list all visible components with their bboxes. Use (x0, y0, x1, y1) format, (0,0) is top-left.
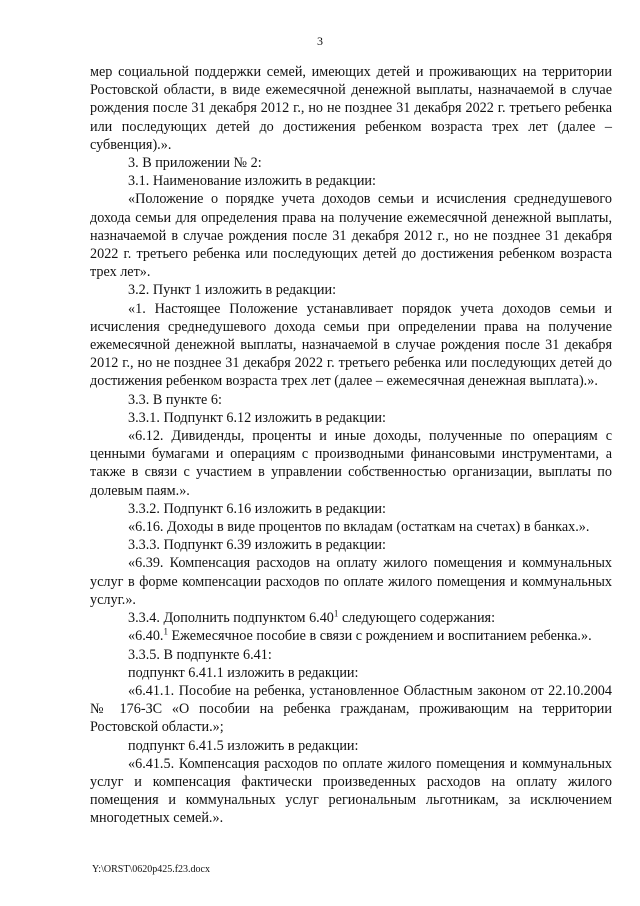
paragraph: 3.3.3. Подпункт 6.39 изложить в редакции: (128, 537, 386, 554)
paragraph: 3.3.1. Подпункт 6.12 изложить в редакции: (128, 409, 386, 426)
superscript: 1 (163, 626, 168, 637)
paragraph: «1. Настоящее Положение устанавливает порядок учета доходов семьи и исчисления среднедушевого дохода семьи при определении права на получение ежемесячной денежной выплаты, назначаемой в случае рождения после 31 декабря 2012 г., но не позднее 31 декабря 2022 г. третьего ребенка или последующих детей до достижения ребенком возраста трех лет (далее – ежемесячная денежная выплата).». (90, 300, 612, 390)
paragraph: 3. В приложении № 2: (128, 155, 262, 172)
paragraph: 3.3. В пункте 6: (128, 391, 222, 408)
paragraph: подпункт 6.41.1 изложить в редакции: (128, 664, 359, 681)
paragraph: «Положение о порядке учета доходов семьи и исчисления среднедушевого дохода семьи для определения права на получение ежемесячной денежной выплаты, назначаемой в случае рождения после 31 декабря 2012 г., но не позднее 31 декабря 2022 г. третьего ребенка или последующих детей до достижения ребенком возраста трех лет». (90, 191, 612, 281)
paragraph: 3.3.5. В подпункте 6.41: (128, 646, 272, 663)
document-body (90, 63, 612, 828)
paragraph: «6.41.5. Компенсация расходов по оплате жилого помещения и коммунальных услуг и компенсация фактически произведенных расходов на оплату жилого помещения и коммунальных услуг региональным льготникам, за исключением многодетных семей.». (90, 755, 612, 827)
superscript: 1 (333, 608, 339, 619)
paragraph: «6.41.1. Пособие на ребенка, установленное Областным законом от 22.10.2004 № 176-ЗС «О пособии на ребенка гражданам, проживающим на территории Ростовской области.»; (90, 682, 612, 736)
paragraph: «6.12. Дивиденды, проценты и иные доходы, полученные по операциям с ценными бумагами и операциям с производными финансовыми инструментами, а также в связи с участием в управлении собственностью организации, выплаты по долевым паям.». (90, 428, 612, 499)
paragraph-text: «6.40. (128, 628, 164, 645)
paragraph (90, 627, 612, 645)
paragraph: 3.3.2. Подпункт 6.16 изложить в редакции: (128, 500, 386, 517)
paragraph: 3.1. Наименование изложить в редакции: (128, 173, 376, 190)
paragraph: 3.2. Пункт 1 изложить в редакции: (128, 282, 337, 299)
paragraph-text: следующего содержания: (338, 610, 496, 627)
page-number: 3 (317, 34, 323, 48)
paragraph (90, 609, 612, 627)
footer-file-path: Y:\ORST\0620p425.f23.docx (92, 864, 210, 875)
paragraph: «6.16. Доходы в виде процентов по вкладам (остаткам на счетах) в банках.». (128, 519, 590, 536)
paragraph-text: 3.3.4. Дополнить подпунктом 6.40 (128, 610, 334, 627)
paragraph-text: Ежемесячное пособие в связи с рождением и воспитанием ребенка.». (167, 628, 592, 645)
paragraph: «6.39. Компенсация расходов на оплату жилого помещения и коммунальных услуг в форме компенсации расходов по оплате жилого помещения и коммунальных услуг.». (90, 555, 612, 608)
paragraph: мер социальной поддержки семей, имеющих детей и проживающих на территории Ростовской области, в виде ежемесячной денежной выплаты, назначаемой в случае рождения после 31 декабря 2012 г., но не позднее 31 декабря 2022 г. третьего ребенка или последующих детей до достижения ребенком возраста трех лет (далее – субвенция).». (90, 64, 612, 153)
paragraph: подпункт 6.41.5 изложить в редакции: (128, 737, 359, 754)
